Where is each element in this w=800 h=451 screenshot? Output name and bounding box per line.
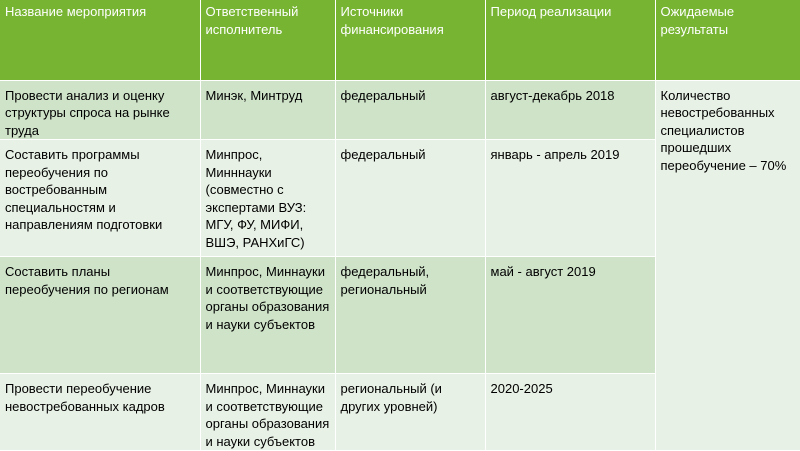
table-row bbox=[0, 80, 800, 140]
header-event: Название мероприятия bbox=[0, 0, 200, 80]
cell-funding: региональный (и других уровней) bbox=[335, 374, 485, 451]
cell-event: Составить программы переобучения по востребованным специальностям и направлениям подготовки bbox=[0, 140, 200, 257]
cell-event: Провести анализ и оценку структуры спроса на рынке труда bbox=[0, 80, 200, 140]
cell-funding: федеральный bbox=[335, 140, 485, 257]
cell-funding: федеральный, региональный bbox=[335, 257, 485, 374]
cell-expected-result: Количество невостребованных специалистов прошедших переобучение – 70% bbox=[655, 80, 800, 451]
cell-period: август-декабрь 2018 bbox=[485, 80, 655, 140]
header-period: Период реализации bbox=[485, 0, 655, 80]
header-funding: Источники финансирования bbox=[335, 0, 485, 80]
cell-executor: Минпрос, Миннауки и соответствующие органы образования и науки субъектов bbox=[200, 257, 335, 374]
cell-event: Провести переобучение невостребованных кадров bbox=[0, 374, 200, 451]
header-executor: Ответственный исполнитель bbox=[200, 0, 335, 80]
header-results: Ожидаемые результаты bbox=[655, 0, 800, 80]
cell-event: Составить планы переобучения по регионам bbox=[0, 257, 200, 374]
cell-executor: Минпрос, Минннауки (совместно с экспертами ВУЗ: МГУ, ФУ, МИФИ, ВШЭ, РАНХиГС) bbox=[200, 140, 335, 257]
cell-period: май - август 2019 bbox=[485, 257, 655, 374]
header-row bbox=[0, 0, 800, 80]
cell-executor: Минэк, Минтруд bbox=[200, 80, 335, 140]
cell-executor: Минпрос, Миннауки и соответствующие органы образования и науки субъектов bbox=[200, 374, 335, 451]
cell-funding: федеральный bbox=[335, 80, 485, 140]
cell-period: 2020-2025 bbox=[485, 374, 655, 451]
cell-period: январь - апрель 2019 bbox=[485, 140, 655, 257]
